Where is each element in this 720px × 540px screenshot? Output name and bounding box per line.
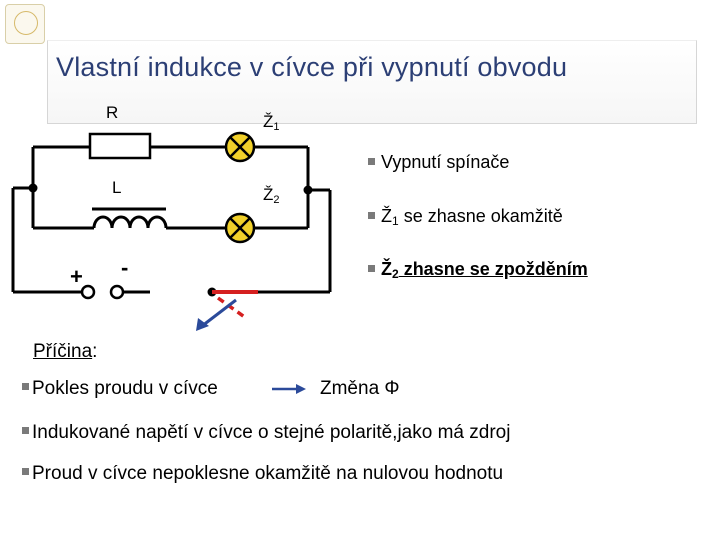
bullet-switch-off: Vypnutí spínače [368,152,509,173]
bullet-square-icon [368,158,375,165]
resistor [90,134,150,158]
coil-icon [94,217,166,228]
terminal-plus [82,286,94,298]
resistor-label: R [106,103,119,122]
cause-arrow-head-icon [296,384,306,394]
bullet-current-drop: Pokles proudu v cívce [22,378,218,400]
flux-change-text: Změna Φ [320,378,400,399]
bullet-square-icon [368,212,375,219]
slide-title: Vlastní indukce v cívce při vypnutí obvodu [56,52,568,82]
bullet-square-icon [22,468,29,475]
bullet-current-persist: Proud v cívce nepoklesne okamžitě na nulovou hodnotu [22,463,503,485]
bullet-induced-voltage: Indukované napětí v cívce o stejné polaritě,jako má zdroj [22,422,510,444]
lamp2-icon [226,214,254,242]
cause-heading: Příčina: [33,341,98,362]
bullet-square-icon [22,427,29,434]
bullet-square-icon [368,265,375,272]
coil-label: L [112,178,122,197]
plus-sign: + [70,264,83,289]
bullet-lamp2: $Ž_2$ zhasne se zpožděním [368,259,588,281]
minus-sign: - [121,255,129,280]
arrow-head-icon [196,318,209,331]
lamp1-label: $Ž_1$ [263,112,280,133]
lamp2-label: $Ž_2$ [263,185,280,206]
bullet-square-icon [22,383,29,390]
switch-arrow [202,300,236,326]
terminal-minus [111,286,123,298]
lamp1-icon [226,133,254,161]
bullet-lamp1: $Ž_1$ se zhasne okamžitě [368,206,563,228]
switch-open-position [218,298,246,318]
